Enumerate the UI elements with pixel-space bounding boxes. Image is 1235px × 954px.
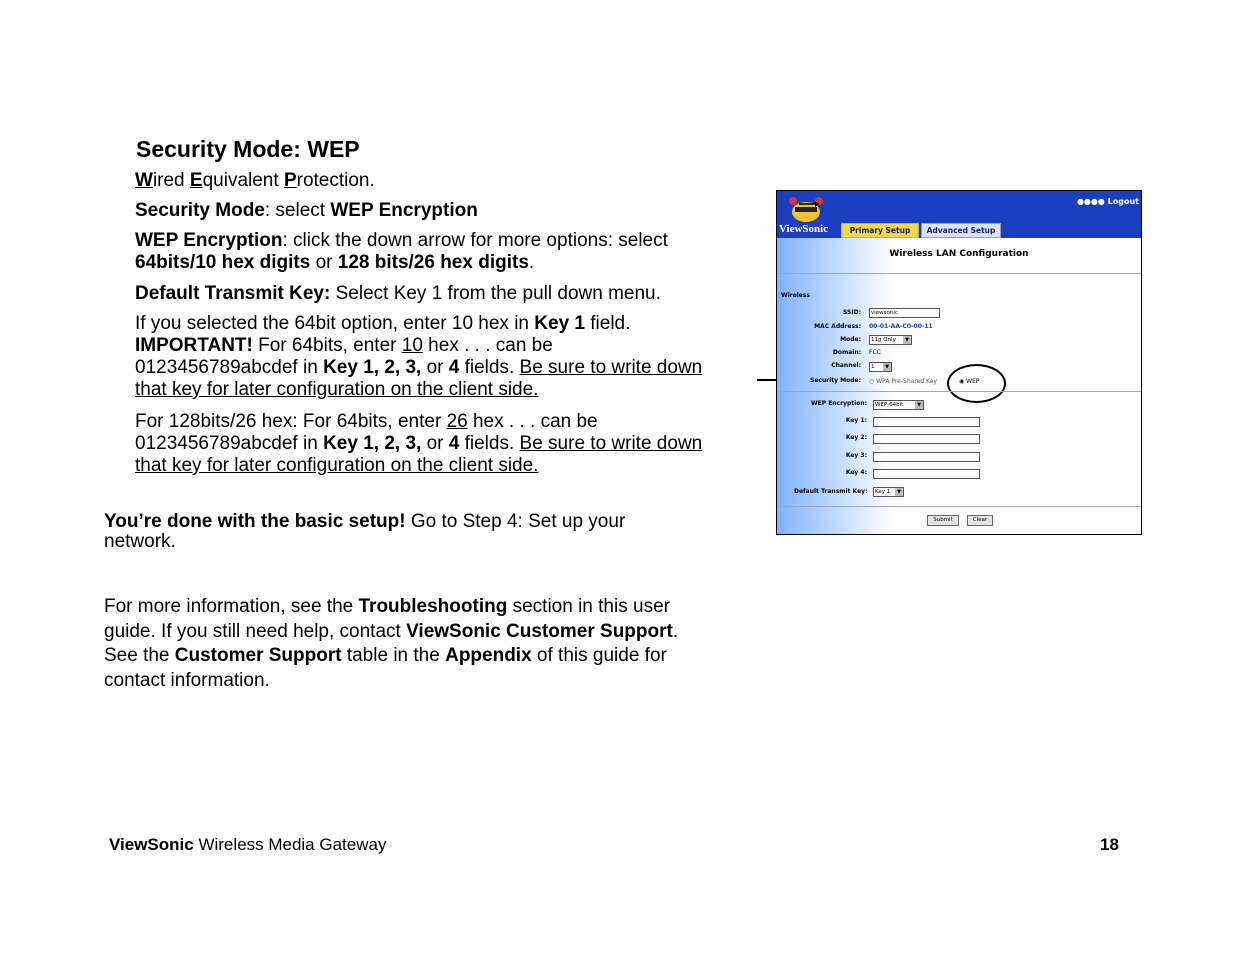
chevron-down-icon: ▼ bbox=[895, 488, 903, 496]
key1-field[interactable] bbox=[873, 417, 980, 427]
default-key-label: Default Transmit Key: bbox=[794, 488, 868, 495]
domain-value: FCC bbox=[869, 349, 881, 356]
wep-encryption-select[interactable]: WEP-64bit ▼ bbox=[873, 400, 924, 410]
chevron-down-icon: ▼ bbox=[915, 401, 923, 409]
divider bbox=[777, 506, 1141, 507]
channel-select[interactable]: 1 ▼ bbox=[869, 362, 892, 372]
security-mode-label: Security Mode: bbox=[810, 377, 861, 384]
hex128-instruction: For 128bits/26 hex: For 64bits, enter 26 hex . . . can be 0123456789abcdef in Key 1, 2, 3, or 4 fields. Be sure to write down that key for later configuration on the client side. bbox=[135, 411, 703, 476]
mac-value: 00-01-AA-C0-00-11 bbox=[869, 323, 933, 330]
security-option-wep[interactable]: ◉ WEP bbox=[959, 378, 980, 385]
screenshot-logo: ViewSonic bbox=[779, 223, 829, 235]
wep-encryption-label: WEP Encryption: bbox=[810, 400, 867, 407]
key2-label: Key 2: bbox=[845, 434, 867, 441]
divider bbox=[777, 273, 1141, 274]
security-option-wpa[interactable]: ○ WPA Pre-Shared Key bbox=[869, 378, 937, 385]
mac-label: MAC Address: bbox=[814, 323, 861, 330]
done-note: You’re done with the basic setup! Go to Step 4: Set up your network. bbox=[104, 511, 626, 552]
ssid-field[interactable]: viewsonic bbox=[869, 308, 940, 318]
tab-advanced-setup[interactable]: Advanced Setup bbox=[921, 223, 1001, 238]
wep-encryption-instruction: WEP Encryption: click the down arrow for more options: select 64bits/10 hex digits or 128 bits/26 hex digits. bbox=[135, 230, 668, 273]
submit-button[interactable]: Submit bbox=[927, 515, 959, 526]
chevron-down-icon: ▼ bbox=[883, 363, 891, 371]
hex64-instruction: If you selected the 64bit option, enter 10 hex in Key 1 field. IMPORTANT! For 64bits, enter 10 hex . . . can be 0123456789abcdef in Key 1, 2, 3, or 4 fields. Be sure to write down that key for later configuration on the client side. bbox=[135, 313, 703, 400]
default-key-select[interactable]: Key 1 ▼ bbox=[873, 487, 904, 497]
mode-select[interactable]: 11g Only ▼ bbox=[869, 335, 912, 345]
wep-expansion: Wired Equivalent Protection. bbox=[135, 170, 375, 191]
key2-field[interactable] bbox=[873, 434, 980, 444]
highlight-circle bbox=[947, 364, 1006, 403]
section-heading: Security Mode: WEP bbox=[136, 136, 360, 162]
key4-field[interactable] bbox=[873, 469, 980, 479]
clear-button[interactable]: Clear bbox=[967, 515, 993, 526]
domain-label: Domain: bbox=[832, 349, 861, 356]
footer-product: ViewSonic Wireless Media Gateway bbox=[109, 835, 387, 854]
wireless-section-label: Wireless bbox=[781, 292, 810, 299]
screenshot-page-title: Wireless LAN Configuration bbox=[889, 249, 1029, 259]
key3-field[interactable] bbox=[873, 452, 980, 462]
logout-link[interactable]: ●●●● Logout bbox=[1076, 197, 1139, 206]
channel-label: Channel: bbox=[831, 362, 861, 369]
page-number: 18 bbox=[1100, 835, 1119, 854]
tab-primary-setup[interactable]: Primary Setup bbox=[841, 223, 919, 238]
key1-label: Key 1: bbox=[845, 417, 867, 424]
mascot-logo-icon bbox=[785, 195, 827, 223]
mode-label: Mode: bbox=[840, 336, 861, 343]
default-key-instruction: Default Transmit Key: Select Key 1 from the pull down menu. bbox=[135, 283, 661, 304]
key3-label: Key 3: bbox=[845, 452, 867, 459]
divider bbox=[777, 391, 1141, 392]
ssid-label: SSID: bbox=[843, 309, 861, 316]
wireless-config-screenshot bbox=[776, 190, 1142, 535]
security-mode-instruction: Security Mode: select WEP Encryption bbox=[135, 200, 478, 221]
chevron-down-icon: ▼ bbox=[903, 336, 911, 344]
more-info-paragraph: For more information, see the Troubleshooting section in this user guide. If you still need help, contact ViewSonic Customer Support. See the Customer Support table in the Appendix of this guide for contact information. bbox=[104, 596, 679, 691]
key4-label: Key 4: bbox=[845, 469, 867, 476]
